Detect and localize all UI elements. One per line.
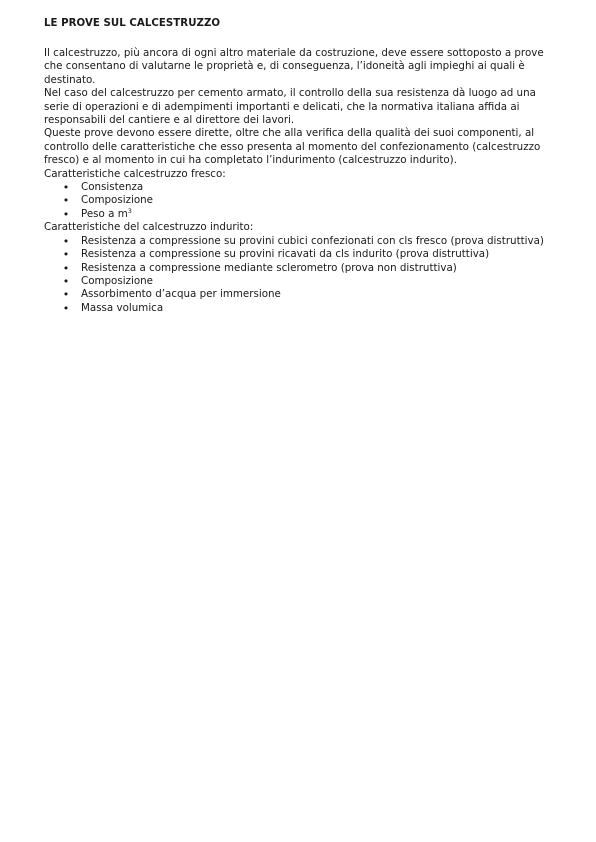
bullet-icon: • — [62, 288, 70, 302]
list-item — [44, 262, 564, 275]
list-item — [44, 208, 564, 221]
fresh-concrete-heading: Caratteristiche calcestruzzo fresco: — [44, 167, 226, 180]
list-item-text: Assorbimento d’acqua per immersione — [81, 288, 281, 301]
hardened-concrete-heading: Caratteristiche del calcestruzzo indurito: — [44, 221, 254, 234]
list-item — [44, 275, 564, 288]
bullet-icon: • — [62, 181, 70, 195]
list-item — [44, 194, 564, 207]
bullet-icon: • — [62, 248, 70, 262]
superscript-three: 3 — [127, 206, 132, 215]
hardened-concrete-list — [44, 235, 564, 315]
list-item — [44, 248, 564, 261]
bullet-icon: • — [62, 234, 70, 248]
list-item-text: Resistenza a compressione su provini ricavati da cls indurito (prova distruttiva) — [81, 248, 490, 261]
paragraph-reinforced-concrete: Nel caso del calcestruzzo per cemento armato, il controllo della sua resistenza dà luogo ad una serie di operazioni e di adempimenti importanti e delicati, che la normativa italiana affida ai responsabili del cantiere e al direttore dei lavori. — [44, 87, 536, 127]
list-item — [44, 302, 564, 315]
bullet-icon: • — [62, 301, 70, 315]
list-item-text: Resistenza a compressione su provini cubici confezionati con cls fresco (prova distruttiva) — [81, 234, 544, 247]
list-item — [44, 235, 564, 248]
bullet-icon: • — [62, 194, 70, 208]
list-item-text: Resistenza a compressione mediante sclerometro (prova non distruttiva) — [81, 261, 457, 274]
list-item-text: Composizione — [81, 194, 154, 207]
list-item — [44, 181, 564, 194]
document-title: LE PROVE SUL CALCESTRUZZO — [44, 18, 221, 29]
list-item — [44, 288, 564, 301]
bullet-icon: • — [62, 274, 70, 288]
list-item-text: Composizione — [81, 274, 154, 287]
bullet-icon: • — [62, 261, 70, 275]
list-item-text: Consistenza — [81, 181, 144, 194]
fresh-concrete-list — [44, 181, 564, 221]
document-page — [44, 17, 564, 315]
paragraph-tests-purpose: Queste prove devono essere dirette, oltre che alla verifica della qualità dei suoi componenti, al controllo delle caratteristiche che esso presenta al momento del confezionamento (calcestruzzo fresco) e al momento in cui ha completato l’indurimento (calcestruzzo indurito). — [44, 127, 541, 167]
list-item-text: Massa volumica — [81, 301, 164, 314]
paragraph-intro: Il calcestruzzo, più ancora di ogni altro materiale da costruzione, deve essere sottoposto a prove che consentano di valutarne le proprietà e, di conseguenza, l’idoneità agli impieghi ai quali è destinato. — [44, 47, 544, 86]
list-item-text: Peso a m — [81, 207, 128, 220]
bullet-icon: • — [62, 207, 70, 221]
